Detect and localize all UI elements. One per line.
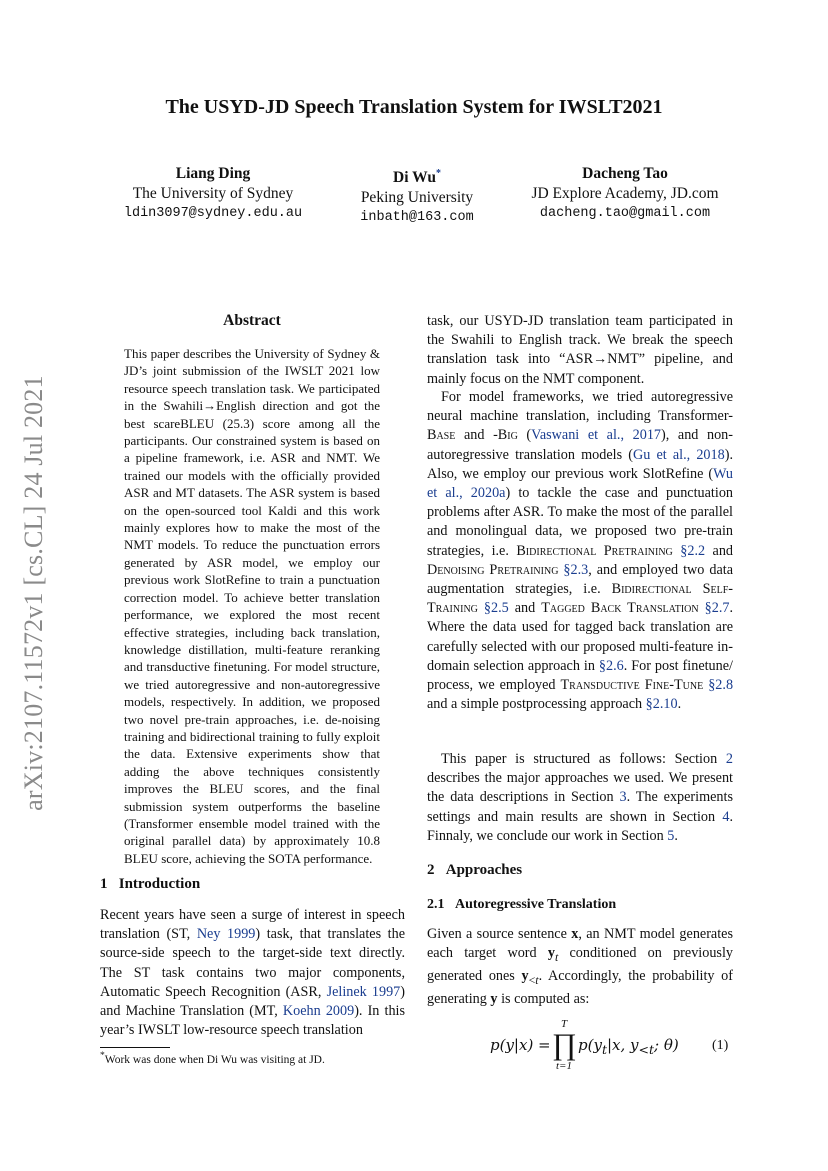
author-block xyxy=(297,164,537,228)
author-affiliation: Peking University xyxy=(360,189,474,207)
citation-link[interactable]: Vaswani et al., 2017 xyxy=(531,427,662,444)
abstract-text: This paper describes the University of Sydney & JD’s joint submission of the IWSLT 2021 low resource speech translation task. We participated in the Swahili→English direction and got the best scareBLEU (25.3) score among all the participants. Our constrained system is based on a pipeline framework, i.e. ASR and NMT. We trained our models with the officially provided ASR and MT datasets. The ASR system is based on the open-sourced tool Kaldi and this work mainly explores how to make the most of the NMT models. To reduce the punctuation errors generated by ASR model, we employ our previous work SlotRefine to train a punctuation correction model. To achieve better translation performance, we explored the most recent effective strategies, including back translation, knowledge distillation, multi-feature reranking and transductive finetuning. For model structure, we tried autoregressive and non-autoregressive models, respectively. In addition, we proposed two novel pre-train approaches, i.e. de-noising training and bidirectional training to fully exploit the data. Extensive experiments show that adding the above techniques consistently improves the BLEU scores, and the final submission system outperforms the baseline (Transformer ensemble model trained with the original parallel data) by approximately 10.8 BLEU score, achieving the SOTA performance. xyxy=(124,346,380,866)
paper-title: The USYD-JD Speech Translation System for IWSLT2021 xyxy=(165,96,663,118)
author-name: Liang Ding xyxy=(175,165,251,182)
introduction-paragraph: Recent years have seen a surge of interest in speech translation (ST, Ney 1999) task, that translates the source-side speech to the target-side text directly. The ST task contains two major components, Automatic Speech Recognition (ASR, Jelinek 1997) and Machine Translation (MT, Koehn 2009). In this year’s IWSLT low-resource speech translation xyxy=(100,907,406,1039)
author-block xyxy=(505,164,745,224)
author-email[interactable]: dacheng.tao@gmail.com xyxy=(539,206,711,221)
approaches-paragraph: Given a source sentence x, an NMT model generates each target word $y_t$ conditioned on previously generated ones $y_{<t}$. Accordingly, the probability of generating y is computed as: xyxy=(427,926,733,1008)
section-link[interactable]: 4 xyxy=(722,808,730,825)
equation-upper-limit: T xyxy=(560,1018,568,1030)
subsection-heading: 2.1 Autoregressive Translation xyxy=(427,897,617,912)
author-name: Dacheng Tao xyxy=(582,165,668,182)
citation-link[interactable]: Gu et al., 2018 xyxy=(632,446,725,463)
equation-number: (1) xyxy=(712,1038,729,1053)
equation-rhs: $p(y_t|x$, $y_{<t}$; θ) xyxy=(578,1036,679,1057)
arxiv-stamp: arXiv:2107.11572v1 [cs.CL] 24 Jul 2021 xyxy=(19,375,48,811)
author-affiliation: The University of Sydney xyxy=(132,185,294,202)
section-link[interactable]: §2.3 xyxy=(563,561,589,578)
equation-lower-limit: t=1 xyxy=(556,1060,572,1072)
equation: p(y|x) = xyxy=(490,1036,551,1054)
footnote-mark[interactable]: * xyxy=(435,168,441,179)
footnote: *Work was done when Di Wu was visiting at JD. xyxy=(100,1050,325,1066)
section-link[interactable]: §2.7 xyxy=(704,600,730,617)
right-column-paragraph: This paper is structured as follows: Section 2 describes the major approaches we used. We present the data descriptions in Section 3. The experiments settings and main results are shown in Section 4. Finnaly, we conclude our work in Section 5. xyxy=(427,751,733,844)
section-link[interactable]: 2 xyxy=(725,751,733,767)
citation-link[interactable]: Jelinek 1997 xyxy=(326,983,401,1000)
section-link[interactable]: §2.6 xyxy=(598,657,624,674)
abstract-heading: Abstract xyxy=(223,312,281,329)
right-column-paragraph: task, our USYD-JD translation team participated in the Swahili to English track. We break the speech translation task into “ASR→NMT” pipeline, and mainly focus on the NMT component. xyxy=(427,313,733,387)
section-link[interactable]: §2.8 xyxy=(708,677,734,694)
section-link[interactable]: §2.2 xyxy=(680,542,706,559)
section-link[interactable]: 5 xyxy=(667,827,675,844)
footnote-mark: * xyxy=(100,1050,105,1061)
citation-link[interactable]: Wu et al., 2020a xyxy=(427,465,733,502)
section-link[interactable]: §2.5 xyxy=(483,600,509,617)
product-symbol: ∏ xyxy=(552,1028,577,1061)
section-link[interactable]: §2.10 xyxy=(645,696,678,713)
author-email[interactable]: inbath@163.com xyxy=(360,210,474,226)
section-link[interactable]: 3 xyxy=(619,789,627,806)
author-affiliation: JD Explore Academy, JD.com xyxy=(531,185,719,202)
author-email[interactable]: ldin3097@sydney.edu.au xyxy=(123,206,303,221)
citation-link[interactable]: Ney 1999 xyxy=(196,926,256,943)
section-heading-introduction: 1 Introduction xyxy=(100,876,201,892)
section-heading-approaches: 2 Approaches xyxy=(427,862,523,878)
citation-link[interactable]: Koehn 2009 xyxy=(282,1003,355,1020)
author-name: Di Wu* xyxy=(393,168,441,187)
footnote-divider xyxy=(100,1047,170,1048)
right-column-paragraph: For model frameworks, we tried autoregressive neural machine translation, including Transformer-Base and -Big (Vaswani et al., 2017), and non-autoregressive translation models (Gu et al., 2018). Also, we employ our previous work SlotRefine (Wu et al., 2020a) to tackle the case and punctuation problems after ASR. To make the most of the parallel and monolingual data, we proposed two pre-train strategies, i.e. Bidirectional Pretraining §2.2 and Denoising Pretraining §2.3, and employed two data augmentation strategies, i.e. Bidirectional Self-Training §2.5 and Tagged Back Translation §2.7. Where the data used for tagged back translation are carefully selected with our proposed multi-feature in-domain selection approach in §2.6. For post finetune/ process, we employed Transductive Fine-Tune §2.8 and a simple postprocessing approach §2.10. xyxy=(427,389,734,713)
